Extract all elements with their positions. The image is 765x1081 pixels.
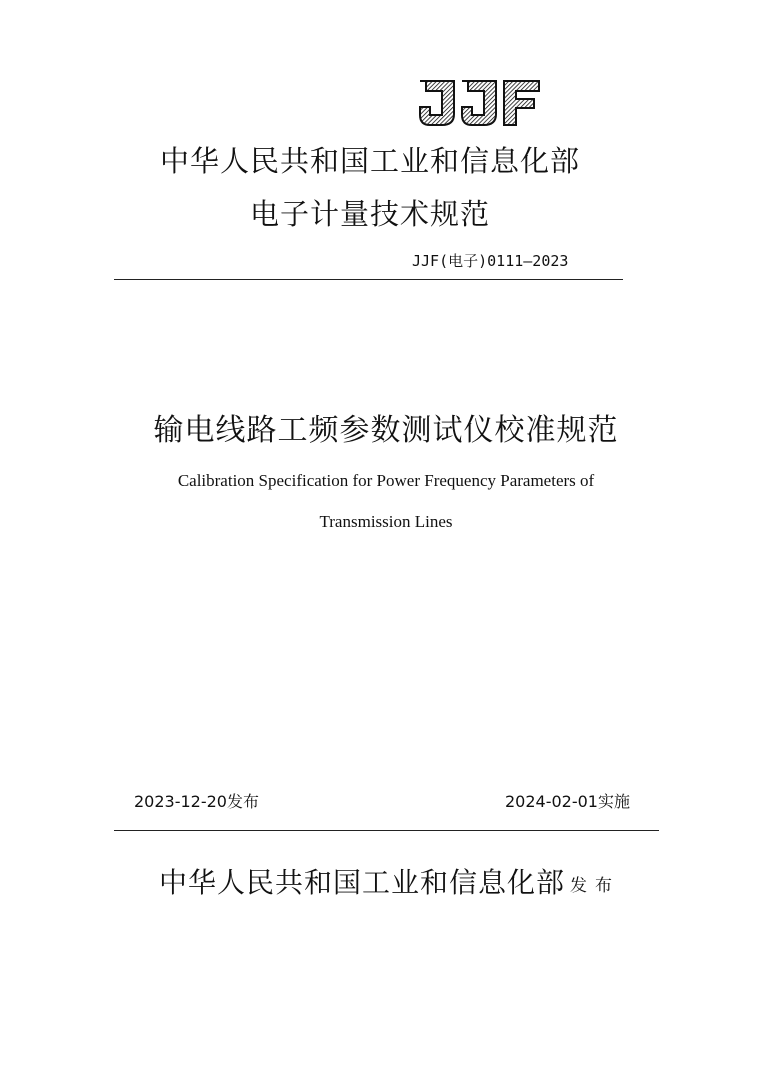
jjf-logo-graphic — [418, 78, 542, 128]
issue-date: 2023-12-20发布 — [134, 792, 259, 811]
effective-date: 2024-02-01实施 — [505, 792, 630, 811]
publish-label: 发布 — [570, 876, 620, 896]
jjf-logo — [418, 78, 542, 128]
specification-category: 电子计量技术规范 — [249, 197, 490, 231]
top-divider — [114, 279, 623, 280]
document-code: JJF(电子)0111—2023 — [412, 252, 569, 270]
document-title-english-line1: Calibration Specification for Power Frequency Parameters of — [177, 471, 595, 490]
bottom-divider — [114, 830, 659, 831]
document-title-chinese: 输电线路工频参数测试仪校准规范 — [153, 413, 619, 448]
publisher-name: 中华人民共和国工业和信息化部 — [159, 866, 566, 899]
document-title-english-line2: Transmission Lines — [319, 512, 453, 531]
issuer-name: 中华人民共和国工业和信息化部 — [159, 144, 580, 178]
